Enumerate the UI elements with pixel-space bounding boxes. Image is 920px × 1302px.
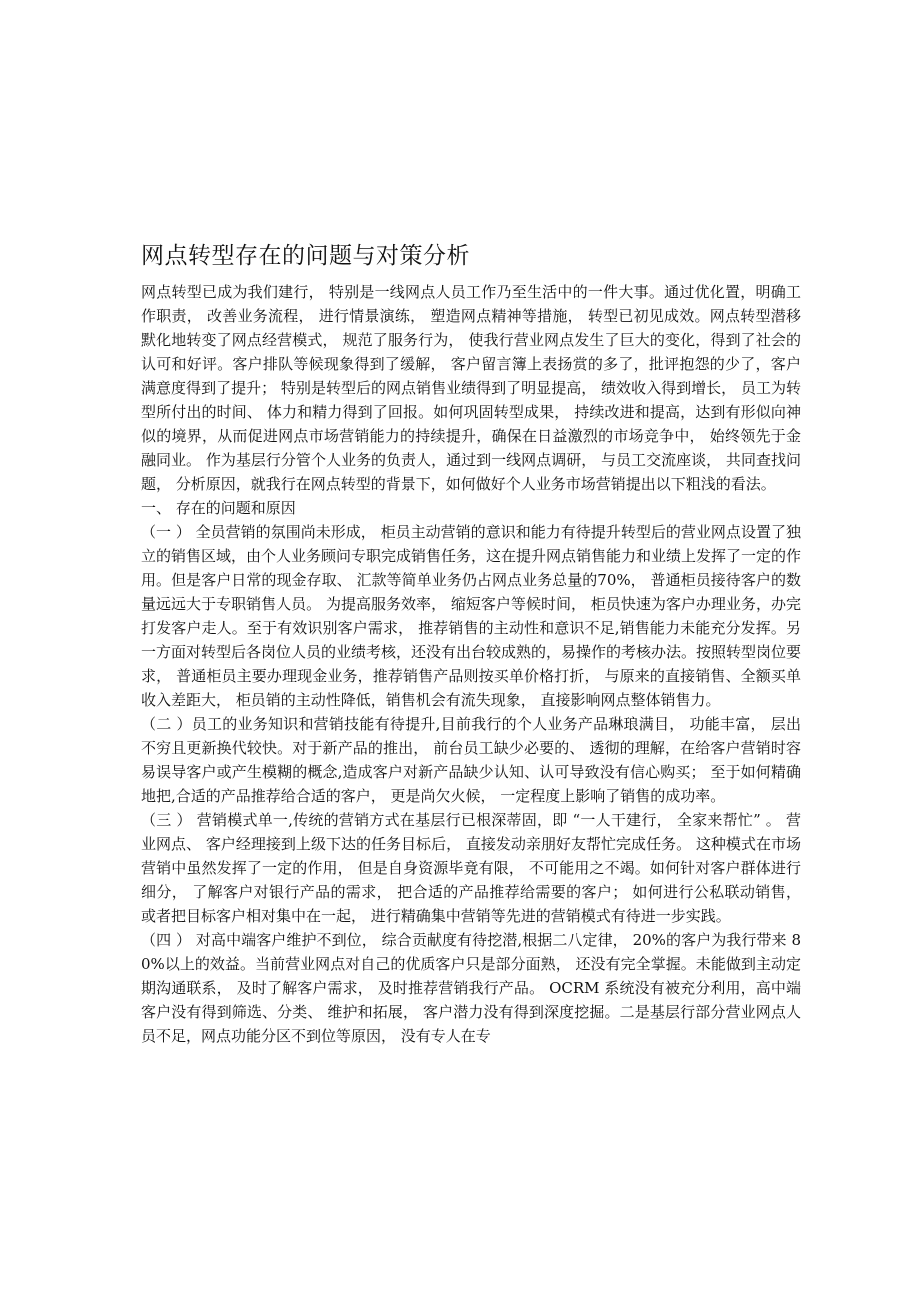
problem-paragraph-3: （三 ） 营销模式单一,传统的营销方式在基层行已根深蒂固，即 “一人干建行， 全家来帮忙” 。 营业网点、 客户经理接到上级下达的任务目标后， 直接发动亲朋好友帮忙完成任务。 这种模式在市场营销中虽然发挥了一定的作用， 但是自身资源毕竟有限， 不可能用之不竭。如何针对客户群体进行细分， 了解客户对银行产品的需求， 把合适的产品推荐给需要的客户； 如何进行公私联动销售， 或者把目标客户相对集中在一起， 进行精确集中营销等先进的营销模式有待进一步实践。 [141,811,801,925]
section-heading-1: 一、 存在的问题和原因 [141,499,296,517]
document-title: 网点转型存在的问题与对策分析 [141,243,470,269]
problem-paragraph-2: （二 ）员工的业务知识和营销技能有待提升,目前我行的个人业务产品琳琅满目， 功能丰富， 层出不穷且更新换代较快。对于新产品的推出， 前台员工缺少必要的、 透彻的理解，在给客户营销时容易误导客户或产生模糊的概念,造成客户对新产品缺少认知、认可导致没有信心购买； 至于如何精确地把,合适的产品推荐给合适的客户， 更是尚欠火候， 一定程度上影响了销售的成功率。 [141,715,801,805]
problem-paragraph-4: （四 ） 对高中端客户维护不到位， 综合贡献度有待挖潜,根据二八定律， 20%的客户为我行带来 80%以上的效益。当前营业网点对自己的优质客户只是部分面熟， 还没有完全掌握。未能做到主动定期沟通联系， 及时了解客户需求， 及时推荐营销我行产品。 OCRM 系统没有被充分利用，高中端客户没有得到筛选、分类、 维护和拓展， 客户潜力没有得到深度挖掘。二是基层行部分营业网点人员不足，网点功能分区不到位等原因， 没有专人在专 [141,931,801,1045]
intro-paragraph: 网点转型已成为我们建行， 特别是一线网点人员工作乃至生活中的一件大事。通过优化置，明确工作职责， 改善业务流程， 进行情景演练， 塑造网点精神等措施， 转型已初见成效。网点转型潜移默化地转变了网点经营模式， 规范了服务行为， 使我行营业网点发生了巨大的变化，得到了社会的认可和好评。客户排队等候现象得到了缓解， 客户留言簿上表扬赏的多了，批评抱怨的少了，客户满意度得到了提升； 特别是转型后的网点销售业绩得到了明显提高， 绩效收入得到增长， 员工为转型所付出的时间、 体力和精力得到了回报。如何巩固转型成果， 持续改进和提高，达到有形似向神似的境界，从而促进网点市场营销能力的持续提升，确保在日益激烈的市场竞争中， 始终领先于金融同业。 作为基层行分管个人业务的负责人，通过到一线网点调研， 与员工交流座谈， 共同查找问题， 分析原因，就我行在网点转型的背景下，如何做好个人业务市场营销提出以下粗浅的看法。 [141,283,801,493]
problem-paragraph-1: （一 ） 全员营销的氛围尚未形成， 柜员主动营销的意识和能力有待提升转型后的营业网点设置了独立的销售区域，由个人业务顾问专职完成销售任务，这在提升网点销售能力和业绩上发挥了一定的作用。但是客户日常的现金存取、 汇款等简单业务仍占网点业务总量的70%， 普通柜员接待客户的数量远远大于专职销售人员。 为提高服务效率， 缩短客户等候时间， 柜员快速为客户办理业务，办完打发客户走人。至于有效识别客户需求， 推荐销售的主动性和意识不足,销售能力未能充分发挥。另一方面对转型后各岗位人员的业绩考核，还没有出台较成熟的，易操作的考核办法。按照转型岗位要求， 普通柜员主要办理现金业务，推荐销售产品则按买单价格打折， 与原来的直接销售、全额买单收入差距大， 柜员销的主动性降低，销售机会有流失现象， 直接影响网点整体销售力。 [141,523,802,709]
document-page [141,238,801,1048]
